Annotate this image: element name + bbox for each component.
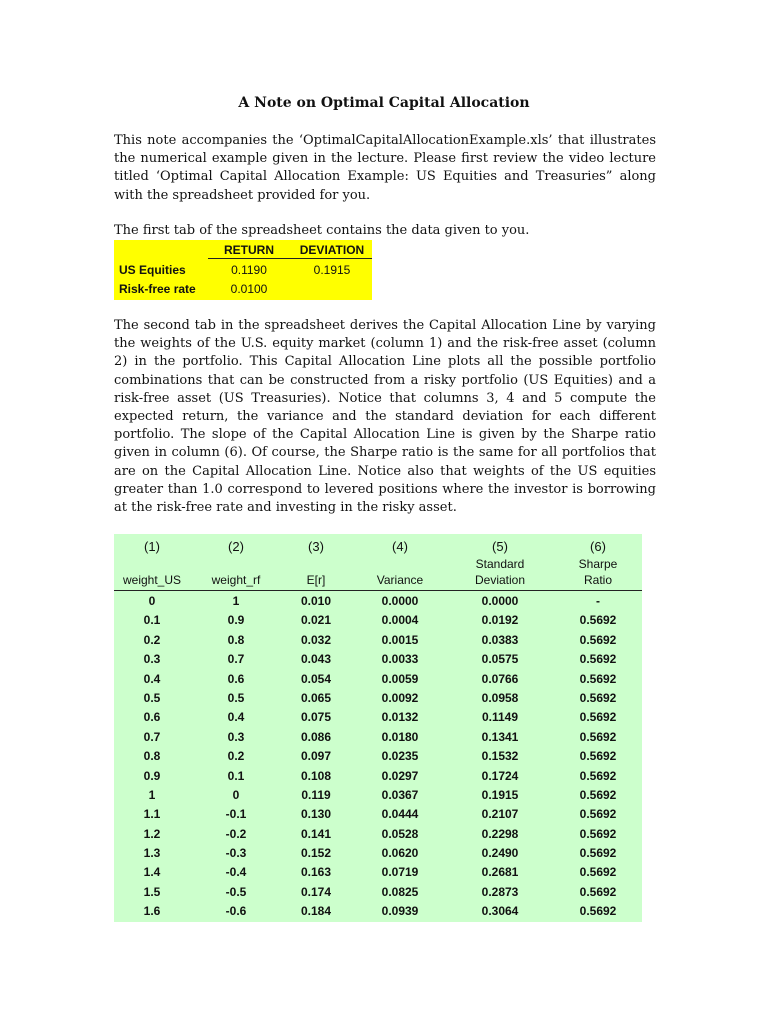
table-cell: -0.1 [225,807,247,822]
row-label-risk-free: Risk-free rate [119,282,196,296]
us-equities-return: 0.1190 [231,263,267,277]
table-cell: 0.5692 [579,710,617,725]
table-cell: 0.0015 [381,632,419,647]
table-cell: 0.032 [300,632,332,647]
column-number: (5) [492,539,508,554]
table-cell: 1.4 [143,865,161,880]
table-cell: 0.2490 [481,846,519,861]
table-cell: 0.075 [300,710,332,725]
table-cell: 0.1724 [481,768,519,783]
table-cell: 0.5692 [579,846,617,861]
table-cell: 0.0825 [381,884,419,899]
table-cell: 0.5692 [579,729,617,744]
us-equities-deviation: 0.1915 [313,263,351,277]
table-cell: 0.5692 [579,826,617,841]
table-cell: 0.5692 [579,652,617,667]
table-cell: 0.1532 [481,749,519,764]
table-cell: 0.0033 [381,652,419,667]
column-number: (4) [392,539,408,554]
table-cell: 0.5692 [579,749,617,764]
table-row [114,825,642,844]
table-row [114,805,642,824]
header-rule [208,258,372,259]
table-cell: 0.9 [143,768,161,783]
table-cell: 0.1341 [481,729,519,744]
table-cell: 0.0958 [481,690,519,705]
table-cell: 0.2681 [481,865,519,880]
column-number: (3) [308,539,324,554]
table-cell: 0.5692 [579,787,617,802]
table-cell: 0.6 [227,671,245,686]
table-cell: -0.2 [225,826,247,841]
table-cell: 0.0719 [381,865,419,880]
table-row [114,631,642,650]
table-cell: 0.174 [300,884,332,899]
table-cell: 0.5692 [579,768,617,783]
table-row [114,689,642,708]
table-cell: 0.0297 [381,768,419,783]
table-cell: 0.152 [300,846,332,861]
page-title: A Note on Optimal Capital Allocation [238,95,530,111]
table-cell: 0.4 [143,671,161,686]
column-label: weight_rf [211,573,261,587]
table-cell: 0.0367 [381,787,419,802]
table-cell: 0.0939 [381,904,419,919]
table-cell: -0.4 [225,865,247,880]
table-cell: 0.010 [300,594,332,608]
table-cell: 1.3 [143,846,161,861]
table-cell: 0.119 [301,787,331,802]
deviation-header: DEVIATION [299,243,365,257]
table-cell: 0.043 [300,652,332,667]
row-label-us-equities: US Equities [119,263,186,277]
table-cell: -0.3 [225,846,247,861]
table-cell: 0 [148,594,156,608]
table-row [114,863,642,882]
table-cell: 0.1149 [481,710,519,725]
table-cell: 1 [232,594,240,608]
column-label: Standard Deviation [474,557,526,587]
column-number: (2) [228,539,244,554]
table-cell: 0 [232,787,240,802]
table-cell: 0.0620 [381,846,419,861]
table-cell: 0.5692 [579,632,617,647]
table-cell: 0.3 [143,652,161,667]
risk-free-return: 0.0100 [230,282,268,296]
table-cell: 0.163 [300,865,332,880]
table-cell: 0.0444 [381,807,419,822]
column-label: E[r] [306,573,326,587]
capital-allocation-table [114,534,642,922]
table-cell: 1.6 [143,904,161,919]
table-cell: 0.5692 [579,904,617,919]
table-cell: 0.021 [300,613,332,628]
table-cell: 0.2 [143,632,161,647]
table-cell: 0.1 [227,768,245,783]
table-cell: 0.130 [300,807,332,822]
table-cell: 0.108 [300,768,332,783]
table-cell: 0.0059 [381,671,419,686]
table-cell: 0.184 [300,904,332,919]
table-cell: 0.3 [227,729,245,744]
table-cell: 0.0004 [381,613,419,628]
table-cell: 0.9 [227,613,245,628]
table-row [114,844,642,863]
table-cell: 0.2107 [481,807,519,822]
table-cell: 0.5692 [579,884,617,899]
table-cell: 0.1 [143,613,161,628]
table-cell: 0.6 [143,710,161,725]
table-cell: 0.2 [227,749,245,764]
table-cell: 0.4 [227,710,245,725]
column-label: Variance [376,573,424,587]
table-row [114,902,642,921]
table-row [114,650,642,669]
table-cell: 0.5692 [579,865,617,880]
table-cell: 1.5 [143,884,161,899]
table-cell: 0.3064 [481,904,519,919]
return-header: RETURN [224,243,274,257]
table-cell: 0.7 [143,729,161,744]
first-tab-paragraph: The first tab of the spreadsheet contains the data given to you. [114,223,530,238]
header-rule [114,590,642,591]
table-cell: 0.5 [227,690,245,705]
table-cell: 0.141 [300,826,332,841]
table-cell: 1.2 [143,826,161,841]
second-tab-paragraph: The second tab in the spreadsheet derives the Capital Allocation Line by varying the weights of the U.S. equity market (column 1) and the risk-free asset (column 2) in the portfolio. This Capital Allocation Line plots all the possible portfolio combinations that can be constructed from a risky portfolio (US Equities) and a risk-free asset (US Treasuries). Notice that columns 3, 4 and 5 compute the expected return, the variance and the standard deviation for each different portfolio. The slope of the Capital Allocation Line is given by the Sharpe ratio given in column (6). Of course, the Sharpe ratio is the same for all portfolios that are on the Capital Allocation Line. Notice also that weights of the US equities greater than 1.0 correspond to levered positions where the investor is borrowing at the risk-free rate and investing in the risky asset. [114,318,656,516]
column-label: Sharpe Ratio [578,557,618,587]
table-row [114,592,642,611]
column-label: weight_US [122,573,182,587]
table-row [114,728,642,747]
table-cell: 0.0575 [481,652,519,667]
table-cell: 0.0132 [381,710,419,725]
input-data-table [114,240,372,300]
table-cell: 0.054 [300,671,332,686]
table-cell: -0.5 [225,884,247,899]
intro-paragraph: This note accompanies the ‘OptimalCapitalAllocationExample.xls’ that illustrates the numerical example given in the lecture. Please first review the video lecture titled ‘Optimal Capital Allocation Example: US Equities and Treasuries” along with the spreadsheet provided for you. [114,133,656,203]
table-cell: 0.2873 [481,884,519,899]
table-cell: 0.065 [300,690,332,705]
table-header [114,534,642,591]
table-cell: 0.5692 [579,807,617,822]
table-cell: 0.5692 [579,613,617,628]
table-cell: 0.5692 [579,690,617,705]
table-cell: 0.2298 [481,826,519,841]
table-cell: 0.8 [143,749,161,764]
table-cell: - [596,594,600,608]
table-cell: 0.5692 [579,671,617,686]
table-cell: 0.086 [300,729,332,744]
table-cell: 0.097 [300,749,332,764]
table-row [114,708,642,727]
table-cell: 0.0180 [381,729,419,744]
column-number: (1) [144,539,160,554]
table-row [114,786,642,805]
table-cell: 0.0092 [381,690,419,705]
table-row [114,883,642,902]
table-cell: 0.0383 [481,632,519,647]
table-cell: 0.1915 [481,787,519,802]
column-number: (6) [590,539,606,554]
table-cell: 1 [148,787,156,802]
table-cell: 0.5 [143,690,161,705]
table-body [114,592,642,922]
table-cell: 0.7 [227,652,245,667]
table-cell: 0.0000 [481,594,519,608]
table-cell: 0.0528 [381,826,419,841]
table-cell: 0.0000 [381,594,419,608]
table-cell: 0.8 [227,632,245,647]
table-row [114,747,642,766]
table-cell: 0.0192 [481,613,519,628]
table-cell: 0.0235 [381,749,419,764]
table-row [114,611,642,630]
table-cell: 1.1 [143,807,161,822]
table-row [114,767,642,786]
table-row [114,670,642,689]
table-cell: 0.0766 [481,671,519,686]
table-cell: -0.6 [225,904,247,919]
